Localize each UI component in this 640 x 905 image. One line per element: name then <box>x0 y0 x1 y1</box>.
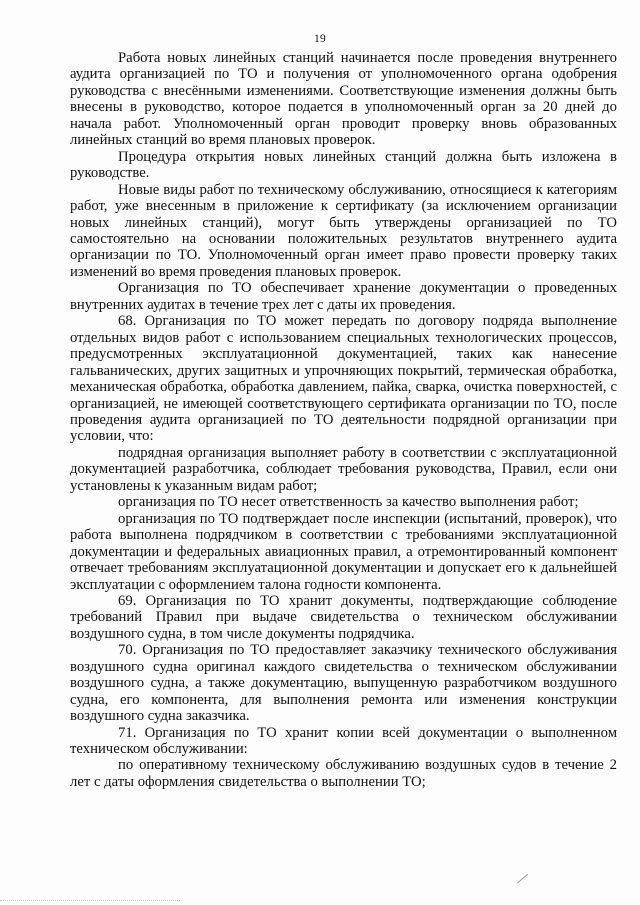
paragraph-condition-contractor: подрядная организация выполняет работу в соответствии с эксплуатационной документацией разработчика, соблюдает требования руководства, Правил, если они установлены к указанным видам работ; <box>70 444 617 494</box>
paragraph-operational-maintenance: по оперативному техническому обслуживанию воздушных судов в течение 2 лет с даты оформления свидетельства о выполнении ТО; <box>70 757 617 790</box>
paragraph-clause-68: 68. Организация по ТО может передать по договору подряда выполнение отдельных видов работ с использованием специальных технологических процессов, предусмотренных эксплуатационной документацией, таких как нанесение гальванических, других защитных и упрочняющих покрытий, термическая обработка, механическая обработка, обработка давлением, пайка, сварка, очистка поверхностей, с организацией, не имеющей соответствующего сертификата организации по ТО, после проведения аудита организацией по ТО деятельности подрядной организации при условии, что: <box>70 313 617 445</box>
paragraph-clause-70: 70. Организация по ТО предоставляет заказчику технического обслуживания воздушного судна оригинал каждого свидетельства о техническом обслуживании воздушного судна, а также документацию, выпущенную разработчиком воздушного судна, его компонента, для выполнения ремонта или изменения конструкции воздушного судна заказчика. <box>70 642 617 725</box>
page-number: 19 <box>313 33 327 45</box>
paragraph-condition-responsibility: организация по ТО несет ответственность за качество выполнения работ; <box>118 494 579 511</box>
paragraph-new-line-stations: Работа новых линейных станций начинается после проведения внутреннего аудита организацией по ТО и получения от уполномоченного органа одобрения руководства с внесёнными изменениями. Соответствующие изменения должны быть внесены в руководство, которое подается в уполномоченный орган за 20 дней до начала работ. Уполномоченный орган проводит проверку вновь образованных линейных станций во время плановых проверок. <box>70 50 617 149</box>
paragraph-condition-inspection: организация по ТО подтверждает после инспекции (испытаний, проверок), что работа выполнена подрядчиком в соответствии с требованиями эксплуатационной документации и федеральных авиационных правил, а отремонтированный компонент отвечает требованиям эксплуатационной документации и допускает его к дальнейшей эксплуатации с оформлением талона годности компонента. <box>70 510 617 593</box>
paragraph-clause-71: 71. Организация по ТО хранит копии всей документации о выполненном техническом обслуживании: <box>70 724 617 758</box>
scan-edge-artifact <box>0 900 180 902</box>
paragraph-new-work-types: Новые виды работ по техническому обслуживанию, относящиеся к категориям работ, уже внесенным в приложение к сертификату (за исключением организации новых линейных станций), могут быть утверждены организацией по ТО самостоятельно на основании положительных результатов внутреннего аудита организации по ТО. Уполномоченный орган имеет право провести проверку таких изменений во время проведения плановых проверок. <box>70 181 617 280</box>
body-text <box>70 50 617 790</box>
scan-speck <box>517 874 530 885</box>
paragraph-opening-procedure: Процедура открытия новых линейных станций должна быть изложена в руководстве. <box>70 148 617 182</box>
paragraph-clause-69: 69. Организация по ТО хранит документы, подтверждающие соблюдение требований Правил при выдаче свидетельства о техническом обслуживании воздушного судна, в том числе документы подрядчика. <box>70 592 617 642</box>
paragraph-audit-records: Организация по ТО обеспечивает хранение документации о проведенных внутренних аудитах в течение трех лет с даты их проведения. <box>70 280 617 313</box>
